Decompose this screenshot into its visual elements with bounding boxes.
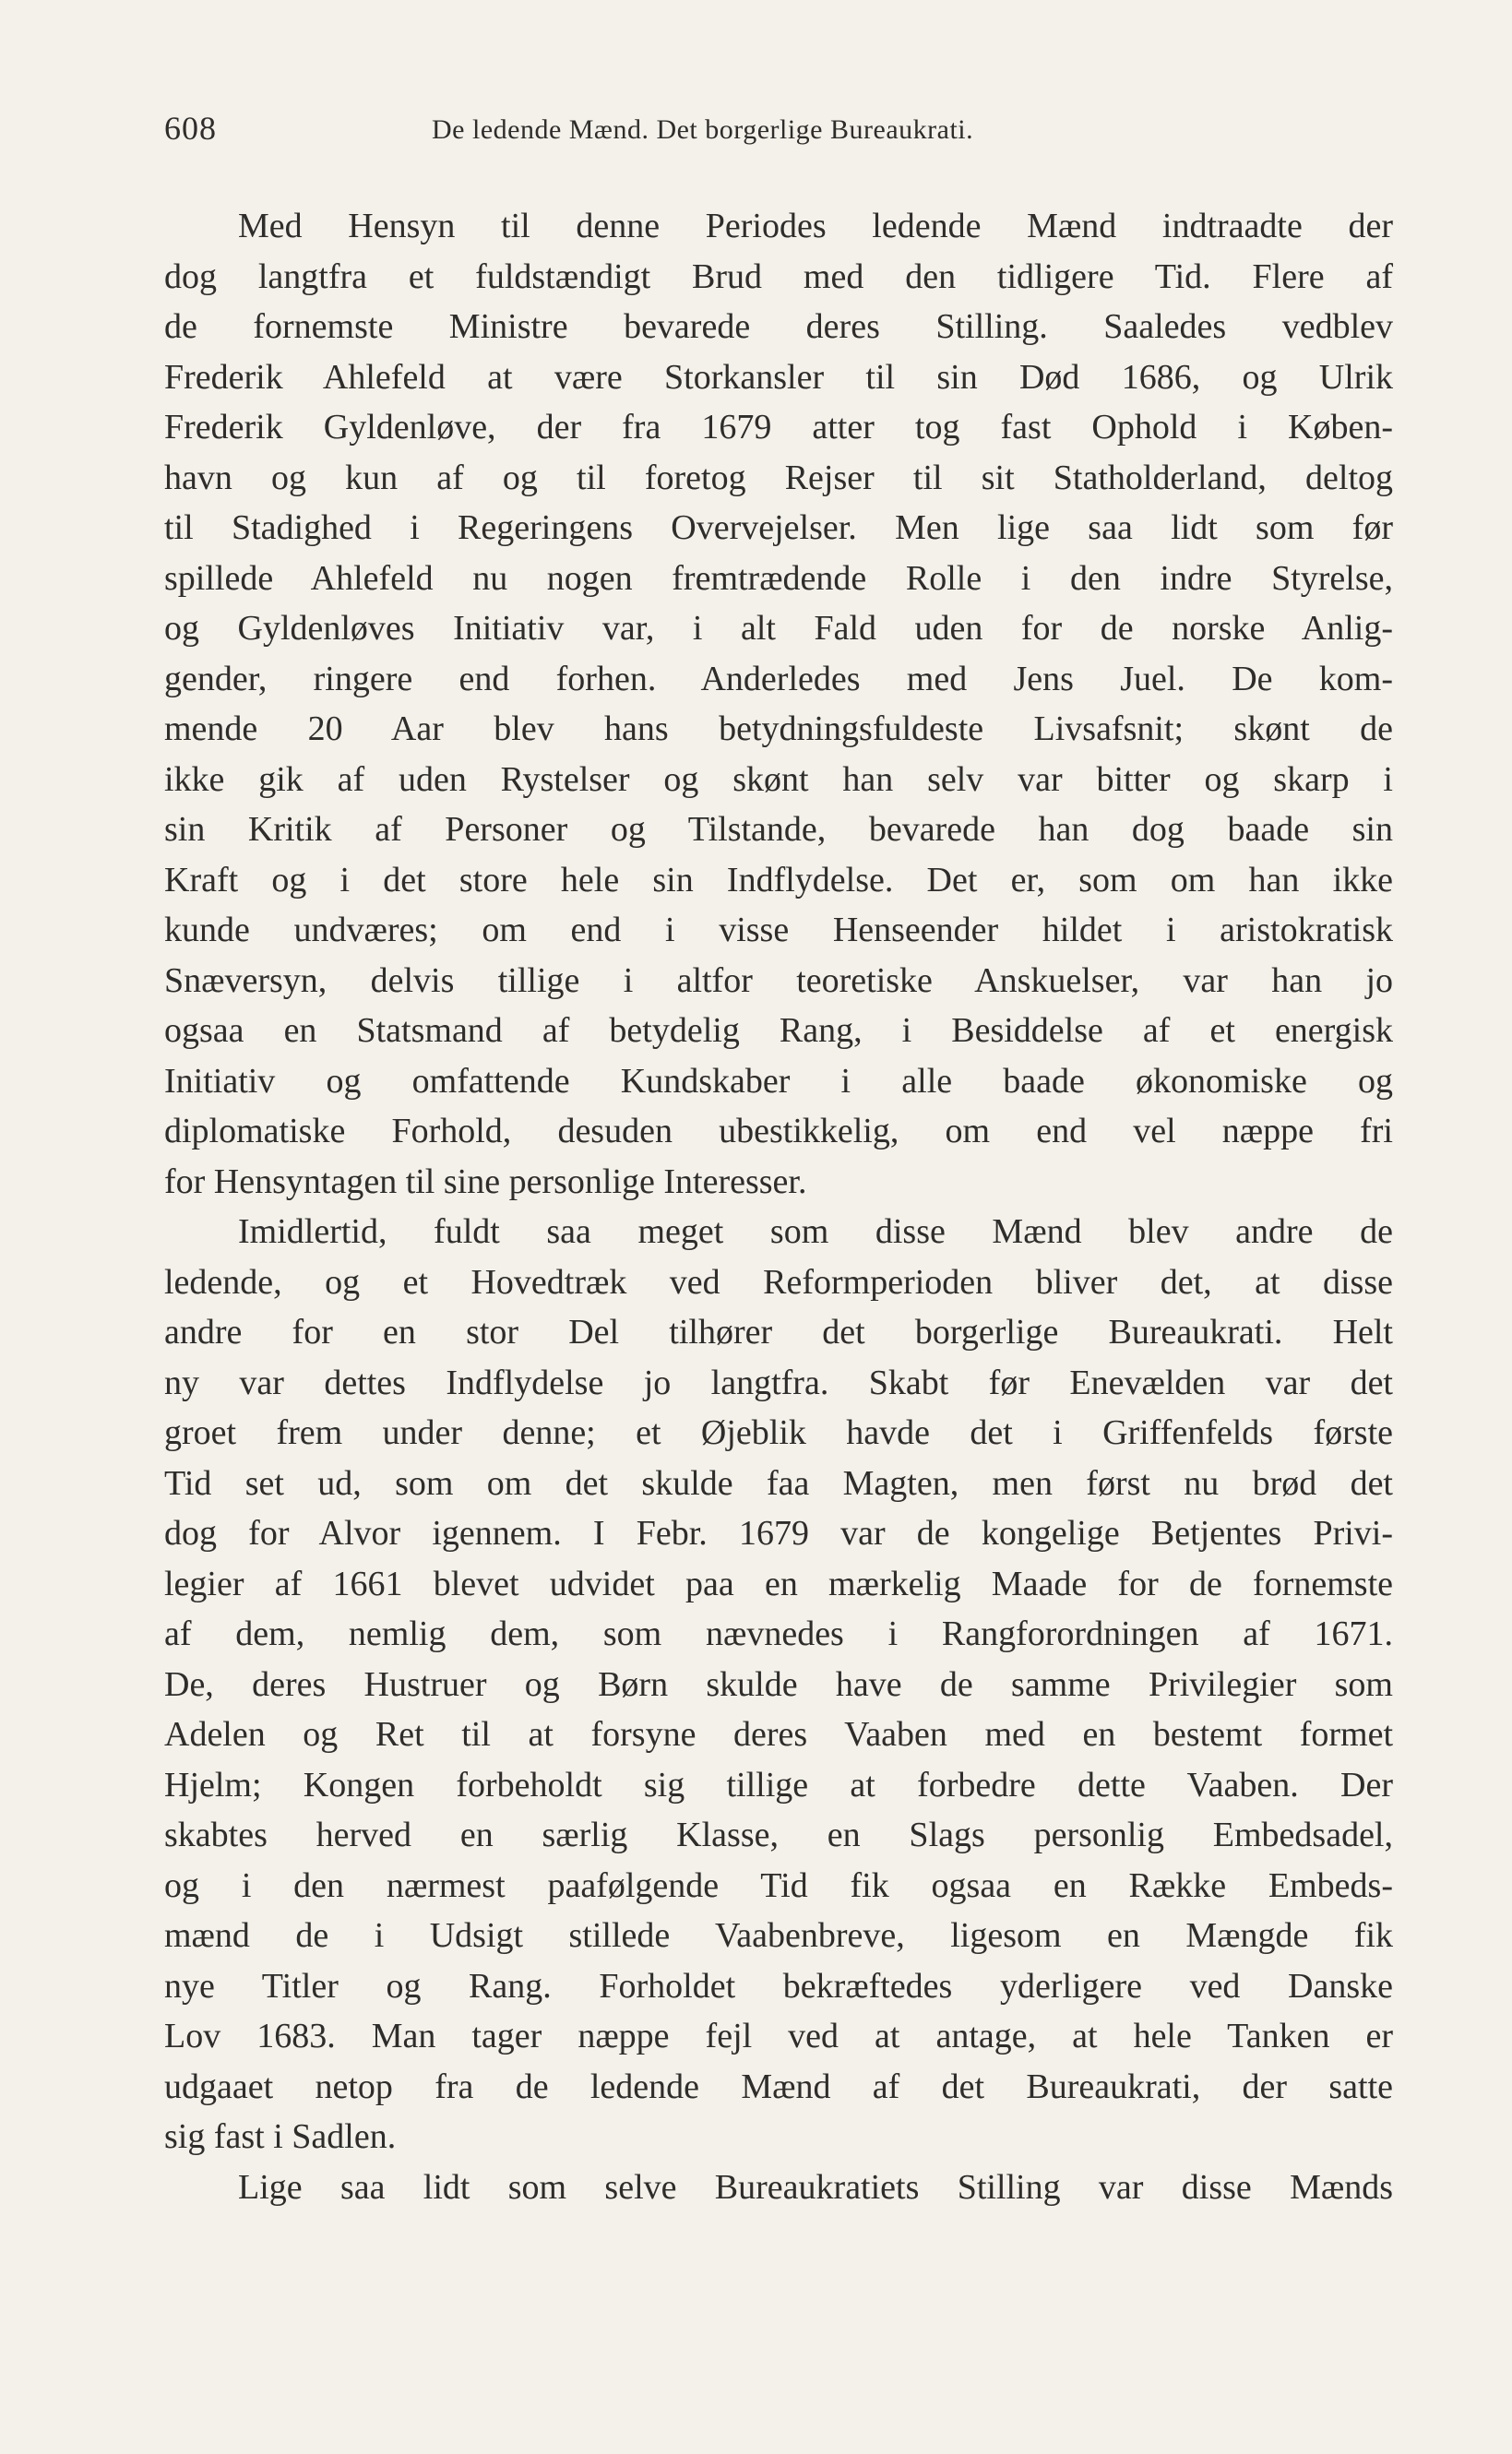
text-line: Hjelm; Kongen forbeholdt sig tillige at forbedre dette Vaaben. Der	[164, 1765, 1393, 1805]
text-line: ny var dettes Indflydelse jo langtfra. Skabt før Enevælden var det	[164, 1363, 1393, 1402]
text-line: mende 20 Aar blev hans betydningsfuldeste Livsafsnit; skønt de	[164, 709, 1393, 748]
text-line: Lov 1683. Man tager næppe fejl ved at antage, at hele Tanken er	[164, 2017, 1393, 2055]
text-line: udgaaet netop fra de ledende Mænd af det Bureaukrati, der satte	[164, 2067, 1393, 2106]
text-line: og Gyldenløves Initiativ var, i alt Fald uden for de norske Anlig-	[164, 609, 1393, 648]
page-header	[164, 109, 1393, 164]
text-line: for Hensyntagen til sine personlige Interesser.	[164, 1161, 807, 1201]
text-line: Adelen og Ret til at forsyne deres Vaaben med en bestemt formet	[164, 1715, 1393, 1754]
text-line: spillede Ahlefeld nu nogen fremtrædende Rolle i den indre Styrelse,	[164, 558, 1393, 598]
page-number: 608	[164, 110, 217, 147]
text-line: Imidlertid, fuldt saa meget som disse Mænd blev andre de	[238, 1212, 1393, 1251]
text-line: Frederik Ahlefeld at være Storkansler til sin Død 1686, og Ulrik	[164, 357, 1393, 397]
text-line: af dem, nemlig dem, som nævnedes i Rangforordningen af 1671.	[164, 1614, 1393, 1653]
text-line: ogsaa en Statsmand af betydelig Rang, i Besiddelse af et energisk	[164, 1011, 1393, 1050]
text-line: gender, ringere end forhen. Anderledes med Jens Juel. De kom-	[164, 659, 1393, 698]
text-line: ikke gik af uden Rystelser og skønt han selv var bitter og skarp i	[164, 759, 1393, 799]
text-line: diplomatiske Forhold, desuden ubestikkelig, om end vel næppe fri	[164, 1112, 1393, 1150]
text-line: dog langtfra et fuldstændigt Brud med den tidligere Tid. Flere af	[164, 256, 1393, 296]
text-line: legier af 1661 blevet udvidet paa en mærkelig Maade for de fornemste	[164, 1564, 1393, 1603]
text-line: groet frem under denne; et Øjeblik havde det i Griffenfelds første	[164, 1413, 1393, 1452]
text-line: de fornemste Ministre bevarede deres Stilling. Saaledes vedblev	[164, 307, 1393, 346]
text-line: andre for en stor Del tilhører det borgerlige Bureaukrati. Helt	[164, 1313, 1393, 1352]
text-line: sin Kritik af Personer og Tilstande, bevarede han dog baade sin	[164, 810, 1393, 849]
text-line: De, deres Hustruer og Børn skulde have de samme Privilegier som	[164, 1664, 1393, 1704]
text-line: kunde undværes; om end i visse Henseender hildet i aristokratisk	[164, 911, 1393, 949]
text-line: havn og kun af og til foretog Rejser til sit Statholderland, deltog	[164, 458, 1393, 497]
text-line: Frederik Gyldenløve, der fra 1679 atter tog fast Ophold i Køben-	[164, 408, 1393, 447]
text-line: Lige saa lidt som selve Bureaukratiets Stilling var disse Mænds	[238, 2167, 1393, 2207]
text-line: og i den nærmest paafølgende Tid fik ogsaa en Række Embeds-	[164, 1865, 1393, 1905]
body-text	[164, 201, 1393, 2212]
text-line: Snæversyn, delvis tillige i altfor teoretiske Anskuelser, var han jo	[164, 960, 1393, 1000]
text-line: sig fast i Sadlen.	[164, 2117, 397, 2156]
text-line: til Stadighed i Regeringens Overvejelser. Men lige saa lidt som før	[164, 508, 1393, 547]
text-line: dog for Alvor igennem. I Febr. 1679 var de kongelige Betjentes Privi-	[164, 1514, 1393, 1553]
text-line: Initiativ og omfattende Kundskaber i alle baade økonomiske og	[164, 1061, 1393, 1101]
text-line: nye Titler og Rang. Forholdet bekræftedes yderligere ved Danske	[164, 1966, 1393, 2006]
text-line: Kraft og i det store hele sin Indflydelse. Det er, som om han ikke	[164, 860, 1393, 899]
running-head: De ledende Mænd. Det borgerlige Bureaukrati.	[432, 114, 974, 145]
text-line: ledende, og et Hovedtræk ved Reformperioden bliver det, at disse	[164, 1262, 1393, 1302]
text-line: mænd de i Udsigt stillede Vaabenbreve, ligesom en Mængde fik	[164, 1916, 1393, 1955]
text-line: skabtes herved en særlig Klasse, en Slags personlig Embedsadel,	[164, 1816, 1393, 1854]
text-line: Med Hensyn til denne Periodes ledende Mænd indtraadte der	[238, 207, 1393, 245]
text-line: Tid set ud, som om det skulde faa Magten, men først nu brød det	[164, 1463, 1393, 1503]
